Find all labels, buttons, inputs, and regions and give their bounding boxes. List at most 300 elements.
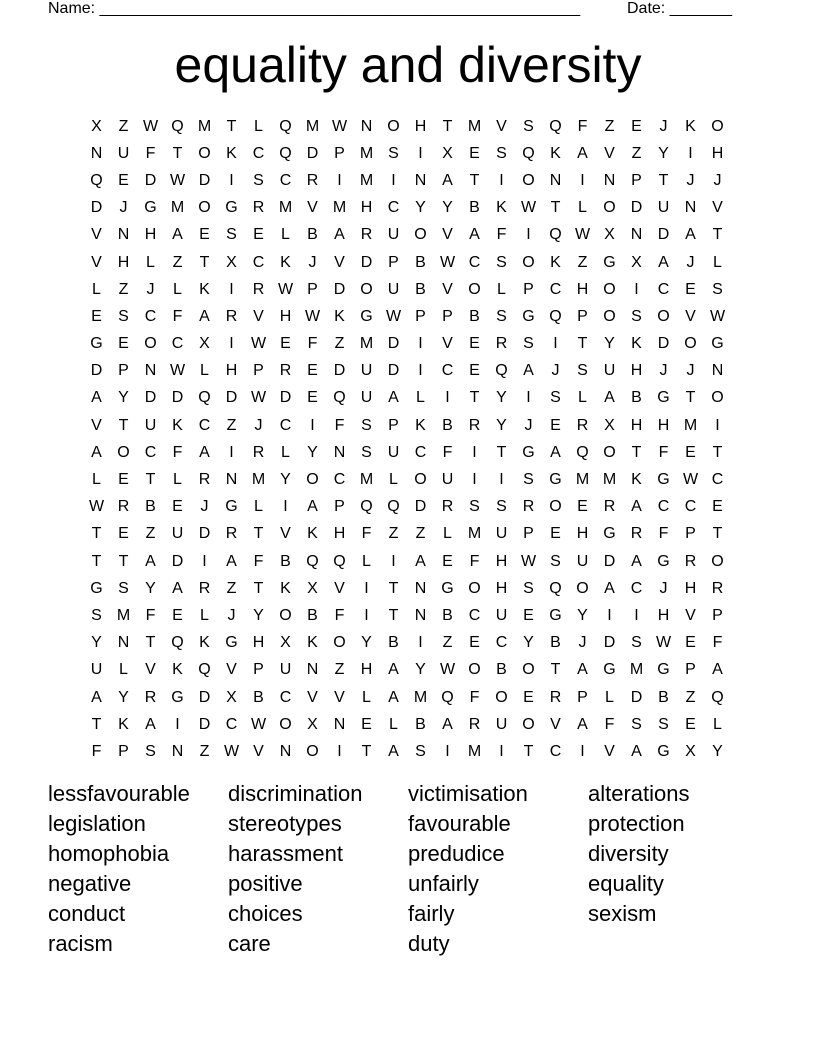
grid-letter: A	[415, 552, 426, 570]
grid-letter: W	[520, 552, 537, 570]
grid-letter: Q	[333, 552, 346, 570]
grid-letter: N	[414, 171, 427, 189]
grid-letter: V	[442, 226, 453, 244]
grid-letter: H	[279, 307, 292, 325]
grid-letter: W	[277, 280, 294, 298]
grid-row	[83, 113, 731, 140]
grid-letter: N	[414, 579, 427, 597]
grid-letter: F	[145, 144, 156, 162]
grid-letter: E	[685, 443, 696, 461]
grid-letter: M	[305, 117, 320, 135]
grid-letter: W	[385, 307, 402, 325]
grid-letter: E	[631, 117, 642, 135]
grid-letter: K	[172, 661, 183, 679]
grid-letter: L	[254, 117, 263, 135]
grid-letter: C	[225, 715, 238, 733]
grid-letter: M	[359, 335, 374, 353]
grid-letter: B	[415, 280, 426, 298]
grid-letter: O	[414, 226, 427, 244]
grid-letter: C	[657, 498, 670, 516]
grid-letter: F	[172, 307, 183, 325]
grid-letter: E	[172, 498, 183, 516]
grid-letter: S	[523, 471, 534, 489]
grid-letter: O	[198, 144, 211, 162]
grid-letter: F	[577, 117, 588, 135]
grid-row	[83, 385, 731, 412]
grid-letter: N	[117, 226, 130, 244]
grid-letter: O	[684, 335, 697, 353]
grid-letter: R	[630, 525, 643, 543]
grid-letter: D	[171, 552, 184, 570]
grid-letter: P	[253, 661, 264, 679]
grid-letter: P	[118, 362, 129, 380]
grid-letter: V	[91, 226, 102, 244]
grid-letter: G	[549, 471, 562, 489]
grid-letter: N	[144, 362, 157, 380]
grid-letter: B	[442, 416, 453, 434]
puzzle-title: equality and diversity	[174, 37, 642, 93]
grid-letter: E	[442, 552, 453, 570]
word-list	[48, 781, 768, 961]
grid-letter: T	[145, 634, 156, 652]
grid-row	[83, 738, 731, 765]
grid-letter: H	[225, 362, 238, 380]
grid-letter: M	[359, 171, 374, 189]
grid-letter: I	[499, 742, 504, 760]
grid-letter: I	[553, 335, 558, 353]
grid-letter: M	[467, 525, 482, 543]
grid-letter: L	[713, 253, 722, 271]
grid-letter: D	[387, 335, 400, 353]
grid-letter: N	[279, 742, 292, 760]
grid-letter: G	[522, 443, 535, 461]
grid-letter: R	[522, 498, 535, 516]
grid-letter: R	[252, 199, 265, 217]
grid-letter: P	[388, 253, 399, 271]
grid-row	[83, 548, 731, 575]
grid-row	[83, 358, 731, 385]
grid-letter: I	[445, 742, 450, 760]
grid-letter: Y	[415, 661, 426, 679]
grid-letter: W	[520, 199, 537, 217]
grid-row	[83, 494, 731, 521]
grid-letter: C	[414, 443, 427, 461]
grid-letter: Z	[118, 280, 129, 298]
grid-letter: E	[469, 362, 480, 380]
grid-letter: U	[387, 226, 400, 244]
grid-letter: E	[253, 226, 264, 244]
grid-letter: Q	[576, 443, 589, 461]
word-list-item: favourable	[408, 811, 511, 836]
grid-letter: X	[226, 253, 237, 271]
grid-letter: G	[657, 471, 670, 489]
word-list-item: lessfavourable	[48, 781, 190, 806]
grid-letter: U	[387, 280, 400, 298]
grid-letter: Y	[496, 389, 507, 407]
grid-letter: R	[252, 443, 265, 461]
grid-letter: S	[415, 742, 426, 760]
word-list-item: legislation	[48, 811, 146, 836]
grid-letter: Y	[361, 634, 372, 652]
grid-letter: D	[198, 688, 211, 706]
grid-letter: T	[469, 171, 480, 189]
grid-letter: I	[391, 171, 396, 189]
grid-letter: X	[685, 742, 696, 760]
grid-letter: B	[658, 688, 669, 706]
grid-letter: O	[279, 606, 292, 624]
grid-letter: V	[334, 253, 345, 271]
grid-letter: B	[415, 715, 426, 733]
grid-letter: B	[280, 552, 291, 570]
grid-letter: K	[550, 144, 561, 162]
grid-letter: T	[496, 443, 507, 461]
grid-letter: T	[577, 335, 588, 353]
grid-letter: Q	[549, 579, 562, 597]
grid-letter: P	[577, 307, 588, 325]
grid-letter: T	[91, 525, 102, 543]
grid-letter: J	[227, 606, 236, 624]
grid-letter: K	[172, 416, 183, 434]
grid-letter: L	[173, 280, 182, 298]
grid-letter: T	[253, 579, 264, 597]
grid-letter: T	[523, 742, 534, 760]
grid-letter: H	[576, 280, 589, 298]
grid-letter: B	[307, 226, 318, 244]
grid-letter: I	[364, 606, 369, 624]
grid-letter: B	[145, 498, 156, 516]
grid-letter: D	[306, 144, 319, 162]
grid-letter: T	[712, 226, 723, 244]
grid-letter: J	[578, 634, 587, 652]
grid-letter: F	[253, 552, 264, 570]
grid-letter: L	[578, 389, 587, 407]
grid-letter: Y	[280, 471, 291, 489]
grid-letter: P	[334, 498, 345, 516]
grid-letter: C	[387, 199, 400, 217]
grid-letter: X	[631, 253, 642, 271]
grid-letter: A	[388, 742, 399, 760]
grid-letter: I	[202, 552, 207, 570]
grid-letter: M	[467, 742, 482, 760]
grid-letter: C	[549, 742, 562, 760]
grid-letter: Q	[549, 307, 562, 325]
grid-letter: E	[172, 606, 183, 624]
word-list-item: equality	[588, 871, 664, 896]
word-list-item: choices	[228, 901, 303, 926]
grid-letter: F	[658, 443, 669, 461]
grid-letter: C	[279, 416, 292, 434]
grid-letter: I	[229, 335, 234, 353]
grid-letter: D	[198, 171, 211, 189]
grid-letter: G	[603, 253, 616, 271]
grid-letter: A	[469, 226, 480, 244]
grid-letter: V	[253, 307, 264, 325]
grid-letter: W	[439, 253, 456, 271]
grid-letter: V	[307, 688, 318, 706]
grid-row	[83, 249, 731, 276]
grid-letter: I	[580, 742, 585, 760]
grid-letter: U	[117, 144, 130, 162]
grid-letter: I	[688, 144, 693, 162]
grid-letter: D	[90, 199, 103, 217]
grid-letter: Z	[442, 634, 453, 652]
grid-letter: R	[711, 579, 724, 597]
grid-letter: S	[550, 389, 561, 407]
grid-letter: Q	[522, 144, 535, 162]
grid-letter: Q	[333, 389, 346, 407]
grid-letter: H	[657, 606, 670, 624]
grid-letter: H	[117, 253, 130, 271]
grid-row	[83, 521, 731, 548]
grid-letter: Q	[549, 226, 562, 244]
grid-letter: P	[577, 688, 588, 706]
grid-letter: I	[580, 171, 585, 189]
grid-letter: D	[360, 253, 373, 271]
grid-letter: E	[118, 335, 129, 353]
grid-letter: P	[334, 144, 345, 162]
grid-letter: H	[414, 117, 427, 135]
grid-letter: C	[144, 307, 157, 325]
grid-letter: T	[550, 199, 561, 217]
grid-row	[83, 140, 731, 167]
grid-letter: O	[603, 307, 616, 325]
grid-letter: C	[279, 171, 292, 189]
grid-letter: C	[657, 280, 670, 298]
grid-letter: Z	[145, 525, 156, 543]
grid-letter: S	[496, 498, 507, 516]
grid-letter: Z	[226, 579, 237, 597]
header	[48, 0, 748, 20]
grid-letter: V	[280, 525, 291, 543]
grid-letter: Q	[387, 498, 400, 516]
name-field-label: Name: ______________________________________________________	[48, 0, 581, 17]
grid-letter: O	[468, 579, 481, 597]
word-list-item: negative	[48, 871, 132, 896]
grid-letter: R	[468, 416, 481, 434]
grid-letter: L	[416, 389, 425, 407]
grid-letter: D	[333, 280, 346, 298]
grid-letter: U	[171, 525, 184, 543]
grid-letter: E	[469, 144, 480, 162]
grid-letter: R	[144, 688, 157, 706]
grid-letter: L	[146, 253, 155, 271]
grid-row	[83, 222, 731, 249]
grid-letter: Q	[279, 117, 292, 135]
grid-letter: W	[250, 389, 267, 407]
grid-letter: R	[225, 307, 238, 325]
grid-letter: O	[468, 661, 481, 679]
grid-letter: T	[712, 525, 723, 543]
grid-letter: R	[576, 416, 589, 434]
grid-letter: W	[304, 307, 321, 325]
grid-letter: Z	[388, 525, 399, 543]
grid-row	[83, 331, 731, 358]
grid-letter: I	[472, 443, 477, 461]
grid-letter: L	[92, 471, 101, 489]
grid-letter: L	[605, 688, 614, 706]
grid-letter: O	[603, 443, 616, 461]
grid-letter: I	[229, 280, 234, 298]
grid-letter: Q	[495, 362, 508, 380]
word-list-item: diversity	[588, 841, 669, 866]
word-list-item: protection	[588, 811, 685, 836]
grid-letter: U	[495, 525, 508, 543]
grid-letter: S	[631, 634, 642, 652]
grid-letter: S	[523, 335, 534, 353]
grid-letter: N	[90, 144, 103, 162]
grid-letter: C	[198, 416, 211, 434]
grid-letter: J	[524, 416, 533, 434]
grid-letter: V	[334, 579, 345, 597]
grid-letter: N	[414, 606, 427, 624]
grid-letter: J	[713, 171, 722, 189]
grid-letter: F	[172, 443, 183, 461]
grid-letter: H	[630, 362, 643, 380]
grid-letter: W	[574, 226, 591, 244]
grid-letter: N	[711, 362, 724, 380]
grid-letter: M	[359, 471, 374, 489]
grid-row	[83, 167, 731, 194]
grid-letter: K	[307, 525, 318, 543]
grid-letter: W	[439, 661, 456, 679]
grid-letter: T	[253, 525, 264, 543]
grid-letter: T	[442, 117, 453, 135]
grid-letter: I	[418, 362, 423, 380]
grid-letter: H	[684, 579, 697, 597]
grid-letter: A	[388, 389, 399, 407]
grid-letter: S	[361, 416, 372, 434]
grid-letter: R	[198, 579, 211, 597]
grid-letter: I	[337, 171, 342, 189]
grid-letter: W	[250, 715, 267, 733]
grid-letter: A	[604, 389, 615, 407]
grid-letter: K	[199, 634, 210, 652]
grid-letter: Z	[415, 525, 426, 543]
grid-letter: G	[603, 525, 616, 543]
grid-letter: R	[603, 498, 616, 516]
grid-letter: U	[360, 362, 373, 380]
word-list-item: fairly	[408, 901, 455, 926]
word-list-item: unfairly	[408, 871, 479, 896]
grid-letter: P	[631, 171, 642, 189]
grid-letter: O	[198, 199, 211, 217]
grid-letter: X	[604, 226, 615, 244]
grid-letter: K	[415, 416, 426, 434]
grid-letter: B	[631, 389, 642, 407]
grid-letter: C	[684, 498, 697, 516]
grid-letter: Y	[91, 634, 102, 652]
grid-letter: D	[630, 199, 643, 217]
grid-letter: T	[91, 715, 102, 733]
grid-letter: O	[657, 307, 670, 325]
grid-letter: R	[117, 498, 130, 516]
grid-letter: O	[117, 443, 130, 461]
grid-letter: C	[495, 634, 508, 652]
grid-row	[83, 303, 731, 330]
grid-letter: D	[144, 171, 157, 189]
grid-letter: L	[200, 606, 209, 624]
grid-letter: M	[413, 688, 428, 706]
grid-letter: R	[225, 525, 238, 543]
grid-letter: A	[658, 253, 669, 271]
grid-letter: A	[226, 552, 237, 570]
grid-letter: S	[91, 606, 102, 624]
grid-letter: K	[118, 715, 129, 733]
grid-letter: P	[685, 525, 696, 543]
grid-letter: O	[522, 253, 535, 271]
grid-letter: J	[551, 362, 560, 380]
grid-letter: V	[226, 661, 237, 679]
letter-grid	[83, 113, 731, 766]
grid-letter: O	[333, 634, 346, 652]
grid-letter: E	[577, 498, 588, 516]
grid-letter: C	[468, 253, 481, 271]
grid-letter: L	[173, 471, 182, 489]
grid-letter: L	[389, 471, 398, 489]
grid-letter: G	[441, 579, 454, 597]
grid-letter: U	[657, 199, 670, 217]
grid-letter: C	[333, 471, 346, 489]
grid-letter: S	[118, 579, 129, 597]
grid-letter: W	[250, 335, 267, 353]
grid-letter: T	[469, 389, 480, 407]
grid-letter: K	[199, 280, 210, 298]
grid-letter: S	[496, 307, 507, 325]
grid-letter: A	[145, 552, 156, 570]
grid-letter: D	[198, 525, 211, 543]
grid-letter: Z	[685, 688, 696, 706]
grid-letter: R	[468, 715, 481, 733]
grid-letter: L	[200, 362, 209, 380]
grid-letter: Q	[198, 389, 211, 407]
grid-letter: Y	[307, 443, 318, 461]
grid-letter: L	[281, 443, 290, 461]
grid-letter: C	[549, 280, 562, 298]
grid-letter: P	[712, 606, 723, 624]
grid-letter: C	[252, 253, 265, 271]
grid-letter: R	[198, 471, 211, 489]
grid-letter: Q	[360, 498, 373, 516]
grid-letter: G	[360, 307, 373, 325]
grid-letter: K	[334, 307, 345, 325]
grid-letter: S	[631, 715, 642, 733]
grid-letter: T	[199, 253, 210, 271]
grid-letter: O	[603, 280, 616, 298]
grid-letter: S	[118, 307, 129, 325]
grid-letter: F	[334, 416, 345, 434]
grid-letter: A	[199, 443, 210, 461]
word-list-item: sexism	[588, 901, 657, 926]
grid-letter: V	[253, 742, 264, 760]
grid-letter: X	[91, 117, 102, 135]
grid-letter: E	[118, 171, 129, 189]
grid-letter: X	[604, 416, 615, 434]
grid-letter: C	[468, 606, 481, 624]
grid-letter: Y	[577, 606, 588, 624]
grid-letter: T	[685, 389, 696, 407]
grid-letter: P	[307, 280, 318, 298]
grid-letter: Q	[90, 171, 103, 189]
grid-letter: P	[118, 742, 129, 760]
grid-letter: E	[550, 416, 561, 434]
grid-letter: J	[308, 253, 317, 271]
grid-letter: N	[630, 226, 643, 244]
grid-letter: C	[144, 443, 157, 461]
grid-letter: T	[145, 471, 156, 489]
grid-letter: I	[364, 579, 369, 597]
grid-letter: A	[685, 226, 696, 244]
grid-letter: Z	[334, 335, 345, 353]
